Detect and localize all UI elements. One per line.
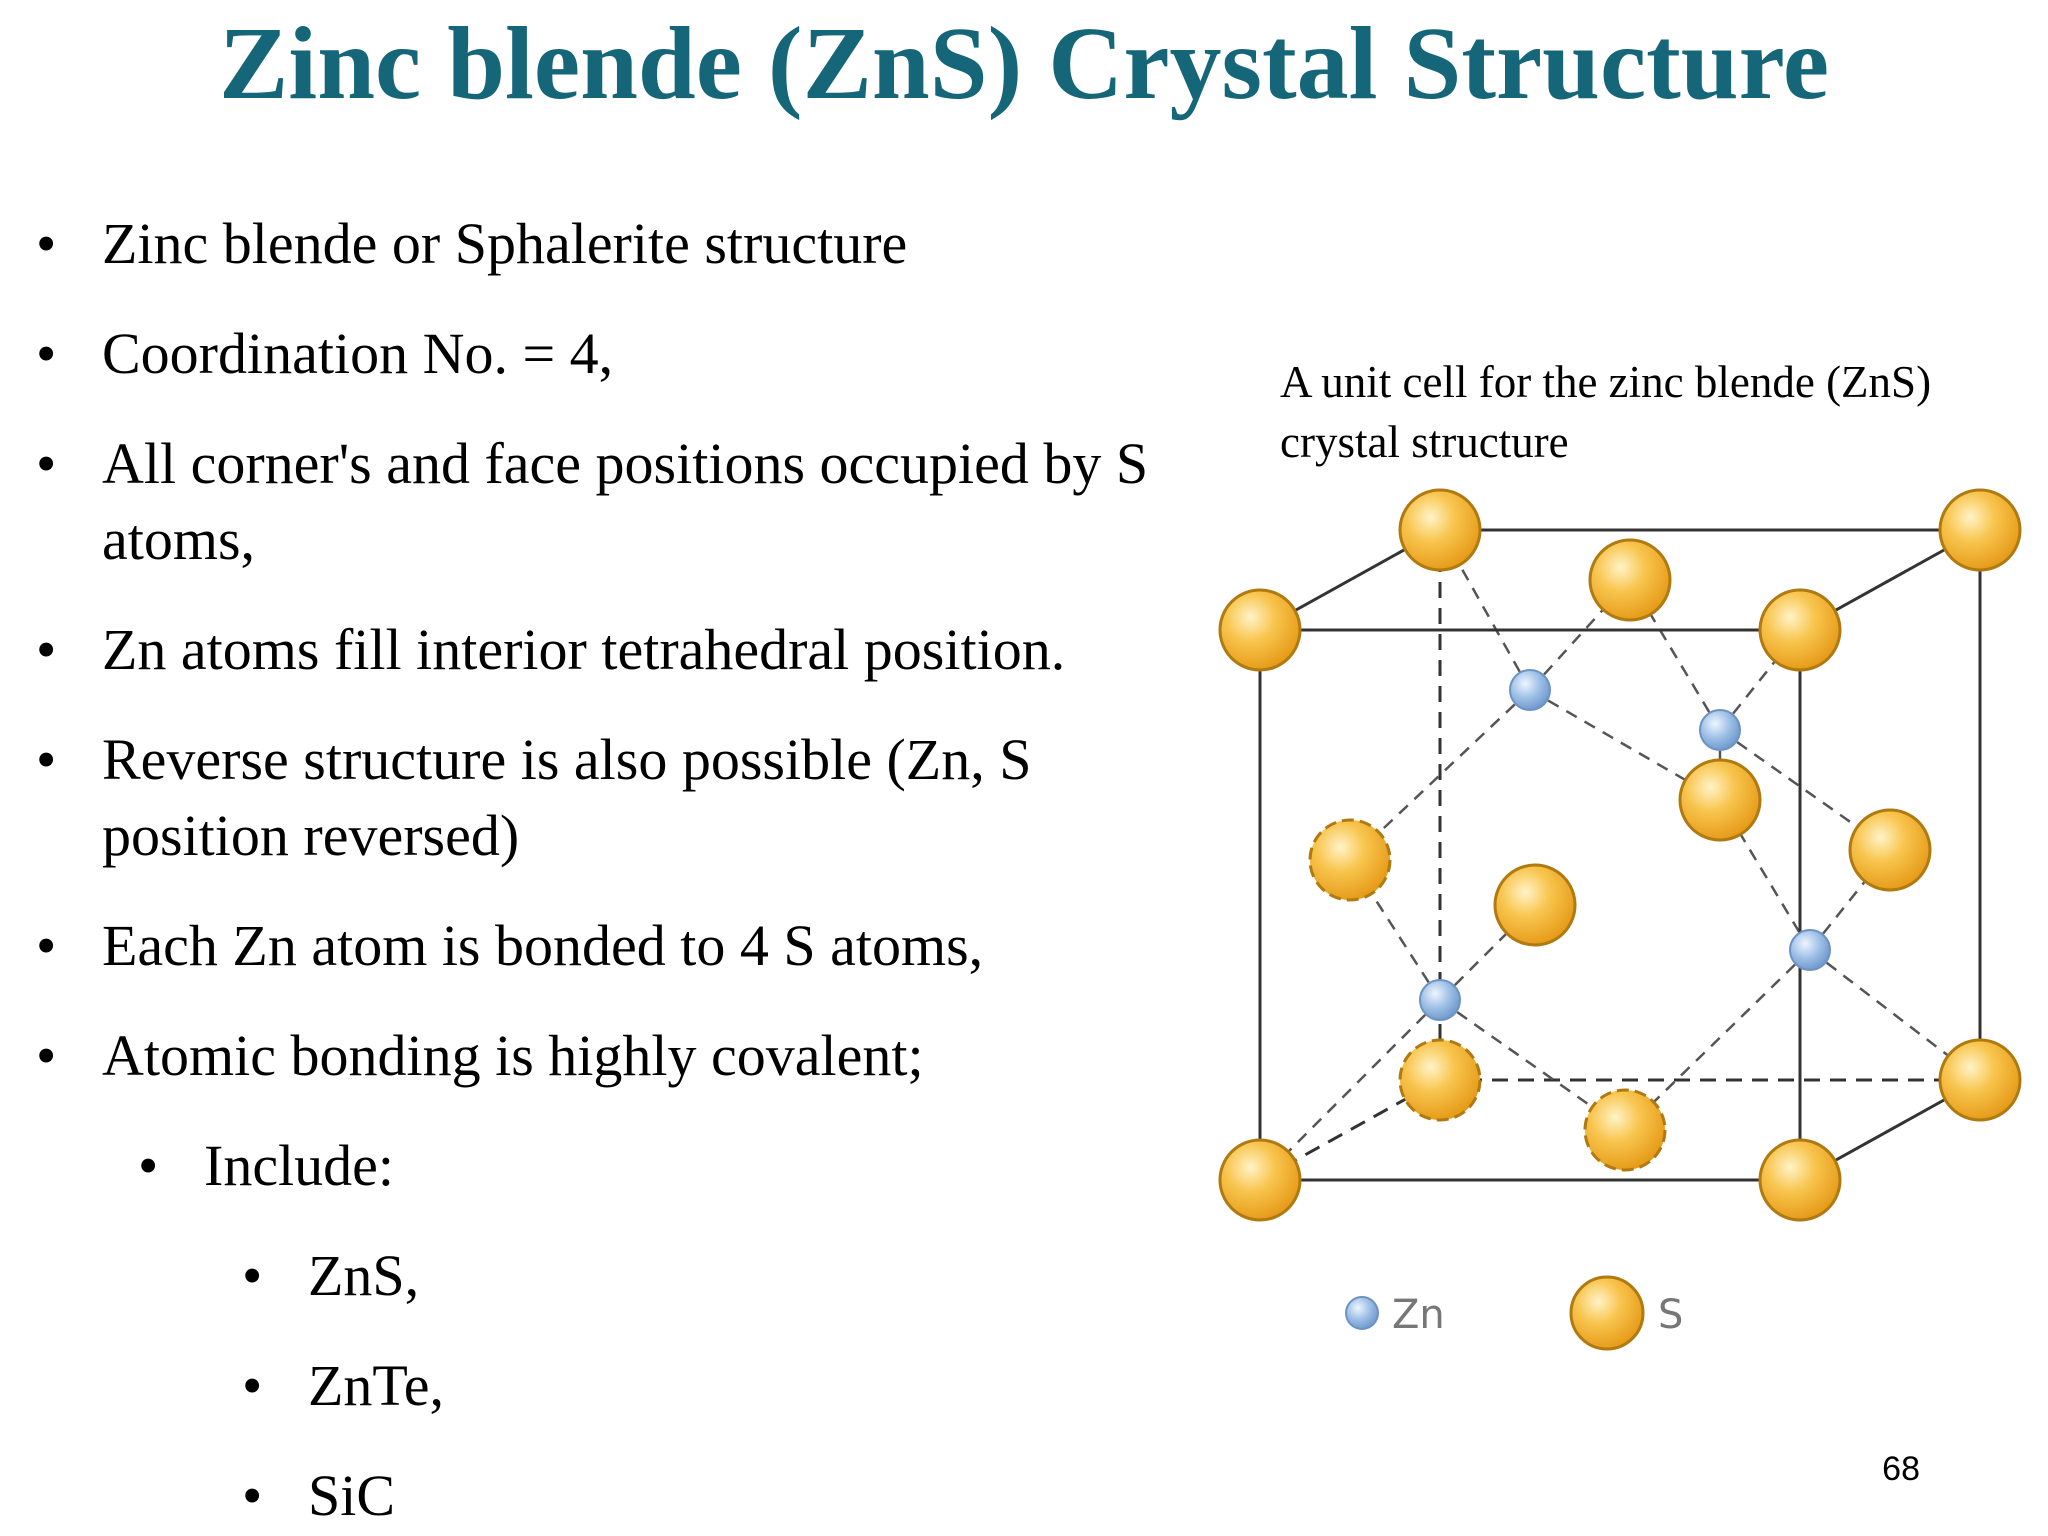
- s-atom: [1585, 1090, 1665, 1170]
- bullet-text: SiC: [308, 1463, 396, 1528]
- s-atom: [1680, 760, 1760, 840]
- bullet-marker: •: [138, 1133, 159, 1198]
- s-atom: [1590, 540, 1670, 620]
- s-atom: [1940, 1040, 2020, 1120]
- s-atom: [1760, 1140, 1840, 1220]
- bullet-marker: •: [36, 211, 57, 276]
- bullet-text: Reverse structure is also possible (Zn, S: [102, 727, 1032, 792]
- bullet-text: Each Zn atom is bonded to 4 S atoms,: [102, 913, 984, 978]
- bullet-marker: •: [36, 727, 57, 792]
- s-atom: [1760, 590, 1840, 670]
- legend-zn-icon: [1346, 1297, 1378, 1329]
- s-atom: [1400, 1040, 1480, 1120]
- bullet-text: ZnS,: [308, 1243, 420, 1308]
- bullet-item: [36, 1018, 924, 1094]
- bullet-text: All corner's and face positions occupied by S: [102, 431, 1149, 496]
- s-atom: [1940, 490, 2020, 570]
- bullet-marker: •: [36, 431, 57, 496]
- bullet-marker: •: [36, 617, 57, 682]
- bullet-item: [242, 1348, 444, 1424]
- bullet-item: [138, 1128, 394, 1204]
- bullet-item: [36, 908, 983, 984]
- bullet-marker: •: [242, 1353, 263, 1418]
- s-atom: [1220, 590, 1300, 670]
- bullet-text: Zn atoms fill interior tetrahedral position.: [102, 617, 1066, 682]
- bullet-item: [36, 722, 1031, 874]
- bullet-item: [242, 1458, 395, 1534]
- bullet-item: [36, 206, 907, 282]
- zn-atom: [1420, 980, 1460, 1020]
- s-atoms: [1220, 490, 2020, 1220]
- page-number: 68: [1882, 1450, 1920, 1488]
- s-atom: [1850, 810, 1930, 890]
- slide-title: Zinc blende (ZnS) Crystal Structure: [218, 6, 1830, 121]
- bullet-text: Zinc blende or Sphalerite structure: [102, 211, 908, 276]
- bullet-text: Coordination No. = 4,: [102, 321, 614, 386]
- s-atom: [1220, 1140, 1300, 1220]
- s-atom: [1310, 820, 1390, 900]
- bullet-marker: •: [36, 913, 57, 978]
- bullet-text: Include:: [204, 1133, 395, 1198]
- zn-atom: [1790, 930, 1830, 970]
- figure-caption-line: A unit cell for the zinc blende (ZnS): [1280, 357, 1932, 407]
- s-atom: [1400, 490, 1480, 570]
- legend-s-icon: [1571, 1277, 1643, 1349]
- bullet-item: [36, 316, 613, 392]
- bullet-text: ZnTe,: [308, 1353, 445, 1418]
- bullet-marker: •: [36, 321, 57, 386]
- zinc-blende-unit-cell-diagram: [1200, 470, 2040, 1370]
- legend-s-label: S: [1658, 1292, 1684, 1338]
- bullet-item: [36, 426, 1148, 578]
- figure-caption: [1280, 352, 2040, 472]
- zn-atoms: [1420, 670, 1830, 1020]
- bullet-marker: •: [242, 1243, 263, 1308]
- bullet-text: atoms,: [102, 507, 256, 572]
- bullet-item: [242, 1238, 419, 1314]
- bullet-marker: •: [36, 1023, 57, 1088]
- bullet-text: position reversed): [102, 803, 520, 868]
- bullet-item: [36, 612, 1065, 688]
- bullet-marker: •: [242, 1463, 263, 1528]
- zn-atom: [1510, 670, 1550, 710]
- bullet-text: Atomic bonding is highly covalent;: [102, 1023, 924, 1088]
- legend-zn-label: Zn: [1392, 1292, 1445, 1338]
- s-atom: [1495, 865, 1575, 945]
- zn-atom: [1700, 710, 1740, 750]
- figure-caption-line: crystal structure: [1280, 417, 1569, 467]
- legend: [1346, 1277, 1683, 1349]
